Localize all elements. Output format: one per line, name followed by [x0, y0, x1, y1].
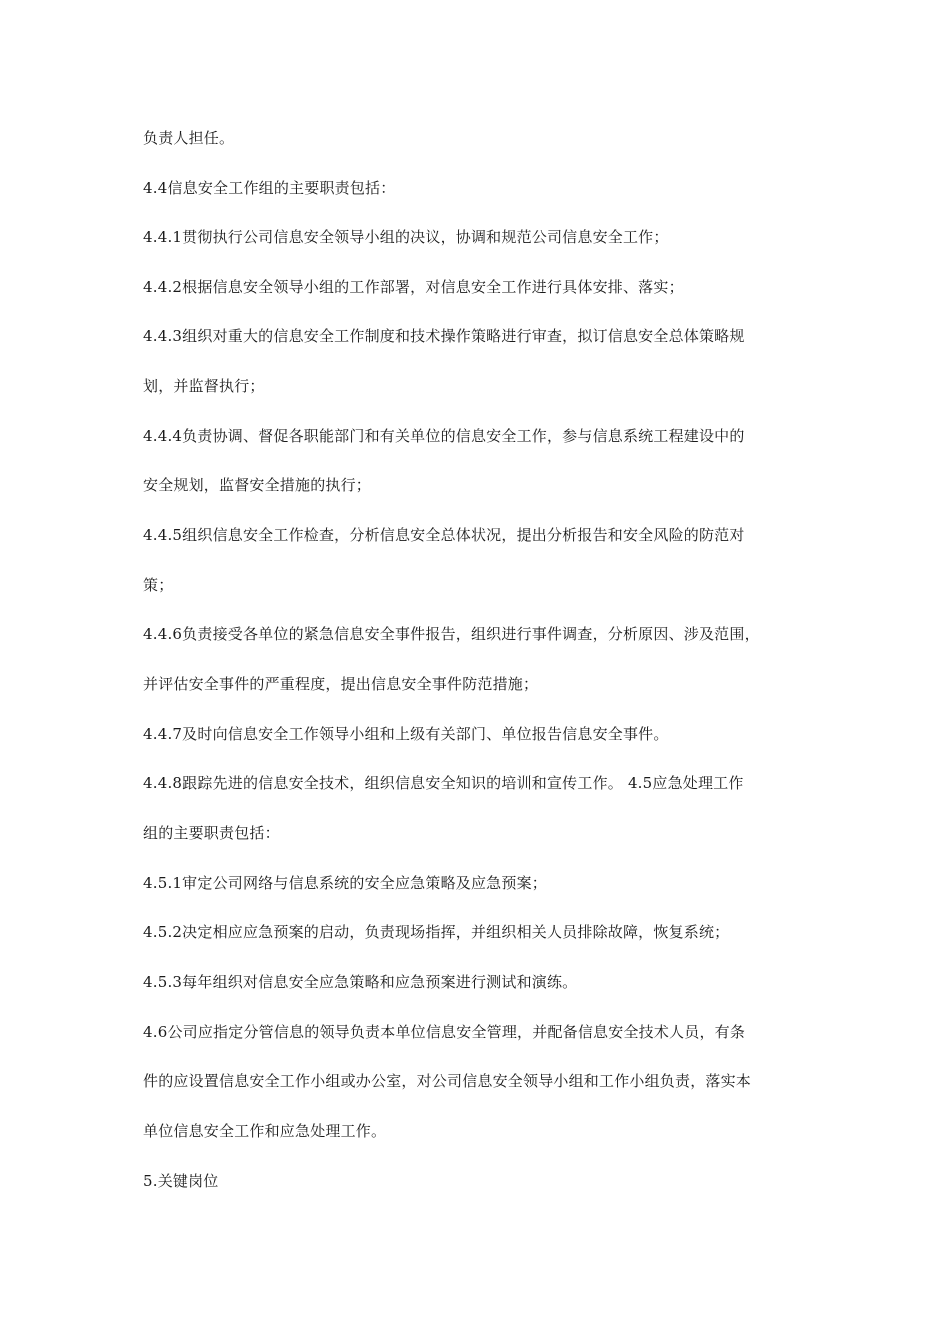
text-line: 组的主要职责包括：: [143, 824, 280, 842]
text-line: 并评估安全事件的严重程度，提出信息安全事件防范措施；: [143, 675, 539, 693]
text-line: 4.4.2根据信息安全领导小组的工作部署，对信息安全工作进行具体安排、落实；: [143, 278, 684, 296]
text-line: 单位信息安全工作和应急处理工作。: [143, 1122, 387, 1140]
text-line: 4.4.7及时向信息安全工作领导小组和上级有关部门、单位报告信息安全事件。: [143, 725, 669, 743]
text-line: 负责人担任。: [143, 129, 235, 147]
text-line: 4.5.2决定相应应急预案的启动，负责现场指挥，并组织相关人员排除故障，恢复系统；: [143, 923, 730, 941]
text-line: 4.6公司应指定分管信息的领导负责本单位信息安全管理，并配备信息安全技术人员，有条: [143, 1023, 746, 1041]
section-heading-5: 5.关键岗位: [143, 1172, 219, 1190]
text-line: 4.5.3每年组织对信息安全应急策略和应急预案进行测试和演练。: [143, 973, 578, 991]
text-line: 4.4.5组织信息安全工作检查，分析信息安全总体状况，提出分析报告和安全风险的防范对: [143, 526, 745, 544]
text-line: 件的应设置信息安全工作小组或办公室，对公司信息安全领导小组和工作小组负责，落实本: [143, 1072, 752, 1090]
text-line: 4.5.1审定公司网络与信息系统的安全应急策略及应急预案；: [143, 874, 547, 892]
text-line: 划，并监督执行；: [143, 377, 265, 395]
text-line: 4.4.1贯彻执行公司信息安全领导小组的决议，协调和规范公司信息安全工作；: [143, 228, 669, 246]
text-line: 4.4.3组织对重大的信息安全工作制度和技术操作策略进行审查，拟订信息安全总体策略规: [143, 327, 745, 345]
section-heading-4-4: 4.4信息安全工作组的主要职责包括：: [143, 179, 396, 197]
text-line: 4.4.6负责接受各单位的紧急信息安全事件报告，组织进行事件调查，分析原因、涉及范围，: [143, 625, 760, 643]
text-line: 安全规划，监督安全措施的执行；: [143, 476, 372, 494]
text-line: 4.4.8跟踪先进的信息安全技术，组织信息安全知识的培训和宣传工作。 4.5应急处理工作: [143, 774, 744, 792]
text-line: 策；: [143, 576, 174, 594]
text-line: 4.4.4负责协调、督促各职能部门和有关单位的信息安全工作，参与信息系统工程建设中的: [143, 427, 745, 445]
